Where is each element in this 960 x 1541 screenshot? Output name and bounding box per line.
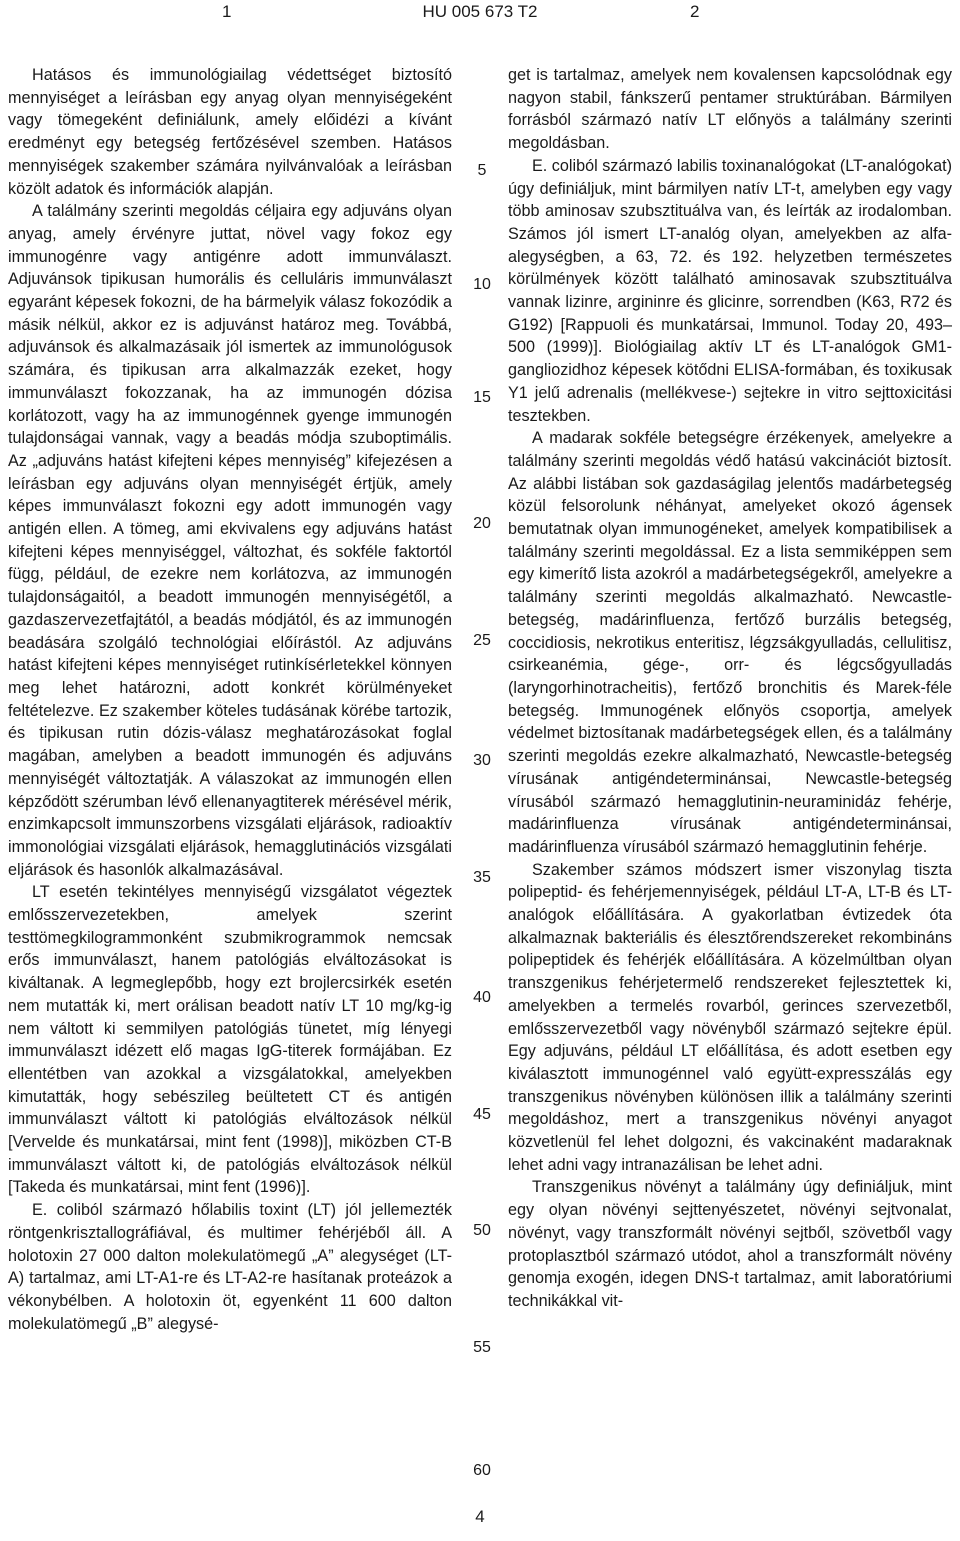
line-number: 45 bbox=[473, 1106, 491, 1123]
paragraph: A madarak sokféle betegségre érzékenyek, amelyekre a találmány szerinti megoldás védő hatású vakcinációt biztosít. Az alábbi listában sok gazdaságilag jelentős madárbetegség közül felsorolunk néhányat, amelyeket okozó ágensek bemutatnak olyan immunogéneket, amelyek kompatibilisek a találmány szerinti megoldással. Ez a lista semmiképpen sem egy kimerítő lista azokról a madárbetegségekről, amelyekre a találmány szerinti megoldás alkalmazható. Newcastle-betegség, madárinfluenza, fertőző burzális betegség, coccidiosis, nekrotikus enteritisz, légzsákgyulladás, cellulitisz, csirkeanémia, gége-, orr- és légcsőgyulladás (laryngorhinotracheitis), fertőző bronchitis és Marek-féle betegség. Immunogének előnyös csoportja, amelyek védelmet biztosítanak madárbetegségek ellen, és a találmány szerinti megoldás ezekre alkalmazható, Newcastle-betegség vírusának antigéndeterminánsai, Newcastle-betegség vírusából származó hemagglutinin-neuraminidáz fehérje, madárinfluenza vírusának antigéndeterminánsai, madárinfluenza vírusából származó hemagglutinin fehérje. bbox=[508, 429, 952, 856]
line-number: 25 bbox=[473, 632, 491, 649]
paragraph: Hatásos és immunológiailag védettséget biztosító mennyiséget a leírásban egy anyag olyan mennyiségeként vagy tömegeként definiálunk, amely előidézi a kívánt eredményt egy betegség fertőzésével szemben. Hatásos mennyiségek szakember számára nyilvánvalóak a leírásban közölt adatok és információk alapján. bbox=[8, 66, 452, 198]
line-number: 35 bbox=[473, 869, 491, 886]
document-id: HU 005 673 T2 bbox=[422, 2, 538, 21]
line-number: 30 bbox=[473, 752, 491, 769]
right-page-number: 2 bbox=[690, 2, 700, 21]
paragraph: Transzgenikus növényt a találmány úgy definiáljuk, mint egy olyan növényi sejttenyészetet, növényi sejtvonalat, növényt, vagy transzformált növényi sejtből, szövetből vagy protoplasztból származó utódot, ahol a transzformált növény genomja exogén, idegen DNS-t tartalmaz, amit laboratóriumi technikákkal vit- bbox=[508, 1178, 952, 1310]
paragraph: LT esetén tekintélyes mennyiségű vizsgálatot végeztek emlősszervezetekben, amelyek szerint testtömegkilogrammonként szubmikrogrammok nemcsak erős immunválaszt, hanem patológiás elváltozásokat is kiváltanak. A legmeglepőbb, hogy ezt brojlercsirkék esetén nem mutatták ki, mert orálisan beadott natív LT 10 mg/kg-ig nem váltott ki semmilyen patológiás tünetet, míg lényegi immunválaszt idézett elő magas IgG-titerek formájában. Ez ellentétben van azokkal a vizsgálatokkal, amelyekben kimutatták, hogy sebészileg beültetett CT és antigén immunválaszt váltott ki patológiás elváltozások nélkül [Vervelde és munkatársai, mint fent (1998)], miközben CT-B immunválaszt váltott ki, de patológiás elváltozások nélkül [Takeda és munkatársai, mint fent (1996)]. bbox=[8, 883, 452, 1197]
line-number: 10 bbox=[473, 276, 491, 293]
paragraph: A találmány szerinti megoldás céljaira egy adjuváns olyan anyag, amely érvényre juttat, növel vagy fokoz egy immunogénre vagy antigénre adott immunválaszt. Adjuvánsok tipikusan humorális és celluláris immunválaszt egyaránt képesek fokozni, de ha bármelyik válasz fokozódik a másik nélkül, akkor ez is adjuvánst határoz meg. Továbbá, adjuvánsok és alkalmazásaik jól ismertek az immunológusok számára, és tipikusan arra alkalmazzák ezeket, hogy immunválaszt fokozzanak, ha az immunogén dózisa korlátozott, vagy ha az immunogénnek gyenge immunogén tulajdonságai vannak, vagy a beadás módja szuboptimális. Az „adjuváns hatást kifejteni képes mennyiség” kifejezésen a leírásban egy adjuváns olyan mennyiségét értjük, amely képes immunválaszt fokozni egy adott immunogén vagy antigén ellen. A tömeg, ami ekvivalens egy adjuváns hatást kifejteni képes mennyiséggel, változhat, és sokféle faktortól függ, például, de ezekre nem korlátozva, az immunogén tulajdonságaitól, a beadott immunogén mennyiségétől, a gazdaszervezetfajtától, a beadás módjától, és az immunogén beadására szolgáló technológiai előírástól. Az adjuváns hatást kifejteni képes mennyiséget rutinkísérletekkel könnyen meg lehet határozni, adott konkrét körülményeket feltételezve. Ez szakember köteles tudásának körébe tartozik, és tipikusan rutin dózis-válasz meghatározásokat foglal magában, amelyben a beadott immunogén és adjuváns mennyiségét változtatják. A válaszokat az immunogén ellen képződött szérumban lévő ellenanyagtiterek mérésével mérik, enzimkapcsolt immunszorbens vizsgálati eljárások, radioaktív immonológiai vizsgálati eljárások, hemagglutinációs vizsgálati eljárások és hasonlók alkalmazásával. bbox=[8, 202, 452, 879]
line-number: 40 bbox=[473, 989, 491, 1006]
line-number: 60 bbox=[473, 1462, 491, 1479]
line-number: 55 bbox=[473, 1339, 491, 1356]
paragraph: Szakember számos módszert ismer viszonylag tiszta polipeptid- és fehérjemennyiségek, például LT-A, LT-B és LT-analógok előállítására. A gyakorlatban évtizedek óta alkalmaznak bakteriális és élesztőrendszereket rekombináns polipeptidek és fehérjék előállítására. A közelmúltban olyan transzgenikus fehérjetermelő rendszereket fejlesztettek ki, amelyekben a termelés rovarból, gerinces szervezetből, emlősszervezetből vagy növényből származó sejtekre épül. Egy adjuváns, például LT előállítása, és adott esetben egy kiválasztott immunogénnel való együtt-expresszálás egy transzgenikus növényben különösen illik a találmány szerinti megoldáshoz, mert a transzgenikus növényi anyagot közvetlenül fel lehet dolgozni, és vakcinaként madaraknak lehet adni vagy intranazálisan be lehet adni. bbox=[508, 860, 952, 1174]
paragraph: get is tartalmaz, amelyek nem kovalensen kapcsolódnak egy nagyon stabil, fánkszerű pentamer struktúrában. Bármilyen forrásból származó natív LT előnyös a találmány szerinti megoldásban. bbox=[508, 66, 952, 153]
line-number: 5 bbox=[477, 162, 487, 179]
paragraph: E. coliból származó hőlabilis toxint (LT) jól jellemezték röntgenkrisztallográfiával, és multimer fehérjéből áll. A holotoxin 27 000 dalton molekulatömegű „A” alegységet (LT-A) tartalmaz, ami LT-A1-re és LT-A2-re hasítanak proteázok a vékonybélben. A holotoxin öt, egyenként 11 600 dalton molekulatömegű „B” alegysé- bbox=[8, 1201, 452, 1333]
right-text-column bbox=[508, 64, 952, 1313]
line-number: 50 bbox=[473, 1222, 491, 1239]
footer-page-number: 4 bbox=[475, 1507, 485, 1526]
line-number: 15 bbox=[473, 389, 491, 406]
line-number: 20 bbox=[473, 515, 491, 532]
paragraph: E. coliból származó labilis toxinanalógokat (LT-analógokat) úgy definiáljuk, mint bármilyen natív LT-t, amelyben egy vagy több aminosav szubsztituálva van, és leírták az irodalomban. Számos jól ismert LT-analóg olyan, amelyekben az alfa-alegységben, a 63, 72. és 192. helyzetben természetes körülmények között található aminosavak szubsztituálva vannak lizinre, argininre és glicinre, sorrendben (K63, R72 és G192) [Rappuoli és munkatársai, Immunol. Today 20, 493–500 (1999)]. Biológiailag aktív LT és LT-analógok GM1-gangliozidhoz képesek kötődni ELISA-formában, és toxikusak Y1 jelű adrenalis (mellékvese-) sejtekre in vitro sejttoxicitási tesztekben. bbox=[508, 156, 952, 425]
left-page-number: 1 bbox=[222, 2, 232, 21]
left-text-column bbox=[8, 64, 452, 1335]
